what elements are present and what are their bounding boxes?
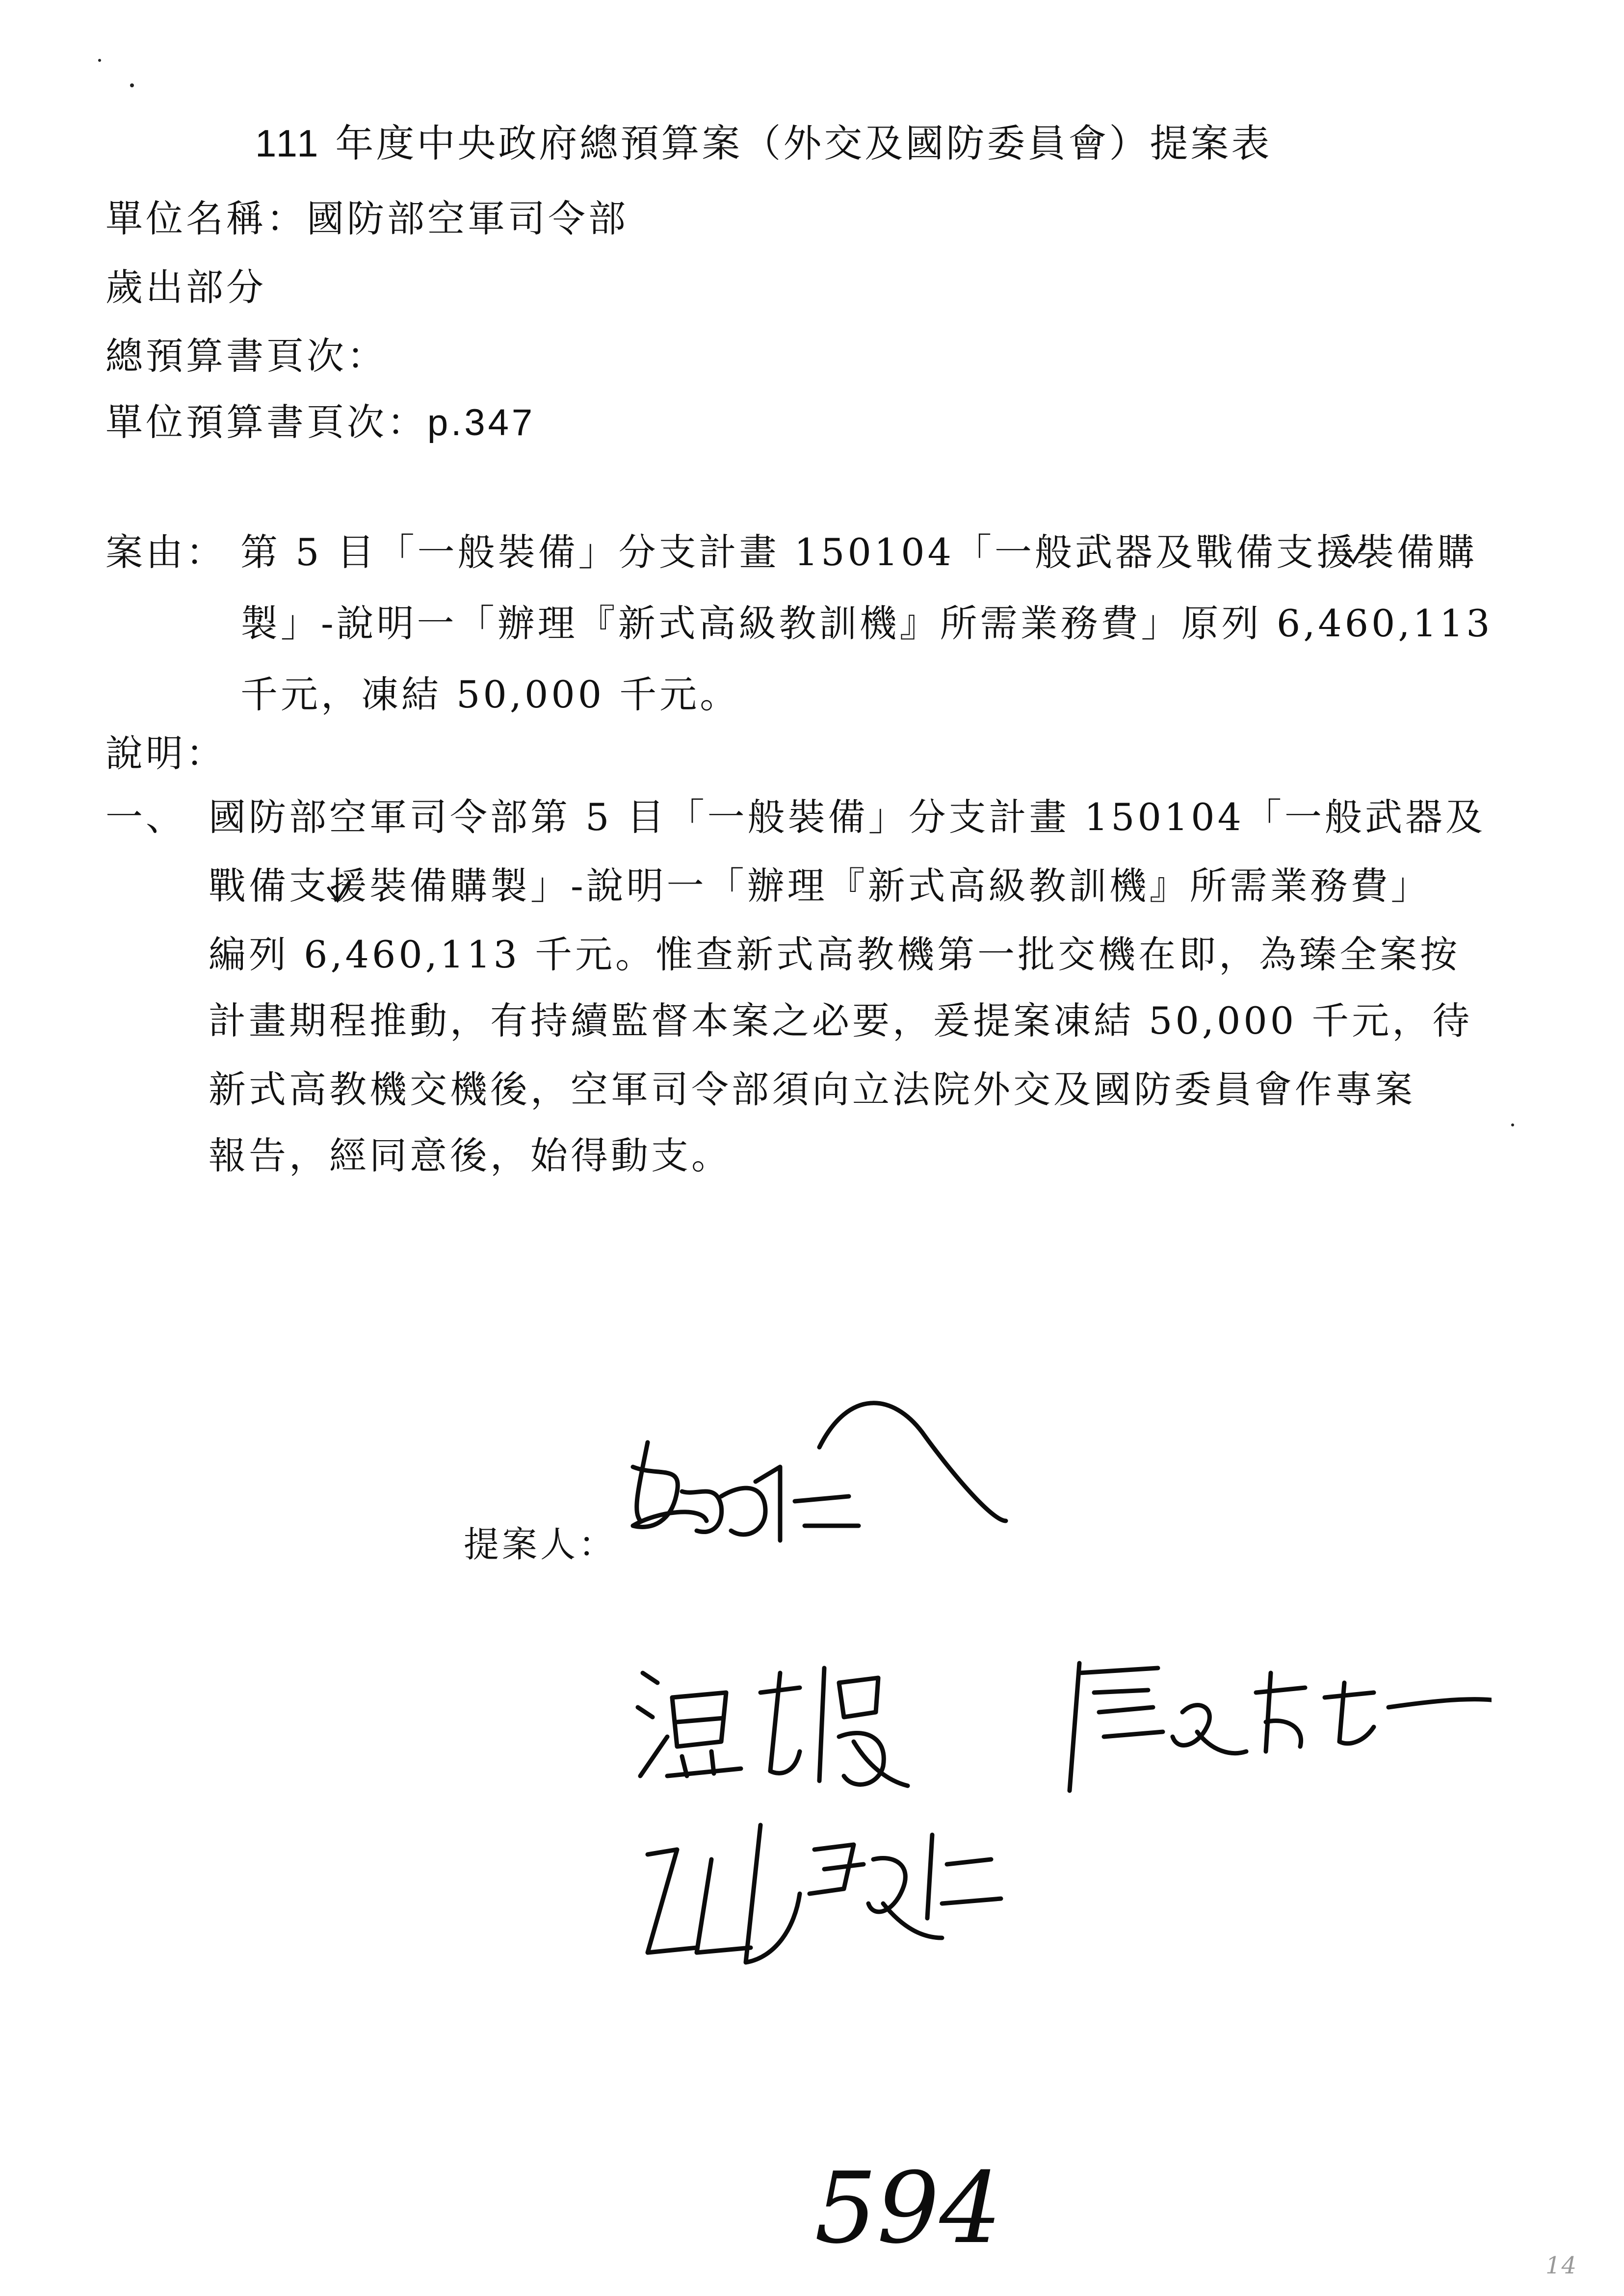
item-line-2: 戰備支援裝備購製」-說明一「辦理『新式高級教訓機』所需業務費」 xyxy=(209,864,1431,908)
signature-1 xyxy=(618,1364,1035,1619)
explain-label: 說明： xyxy=(105,731,226,775)
unit-name: 單位名稱：國防部空軍司令部 xyxy=(105,197,629,240)
scan-speck xyxy=(130,83,134,87)
scan-speck xyxy=(1511,1123,1514,1126)
item-line-4: 計畫期程推動，有持續監督本案之必要，爰提案凍結 50,000 千元，待 xyxy=(209,999,1473,1043)
case-line-1: 第 5 目「一般裝備」分支計畫 150104「一般武器及戰備支援裝備購 xyxy=(240,530,1477,574)
check-mark-item xyxy=(324,878,353,908)
title-year: 111 xyxy=(255,122,321,165)
section-label: 歲出部分 xyxy=(105,265,266,309)
document-title xyxy=(255,113,1272,168)
signature-3 xyxy=(1050,1653,1492,1800)
signature-4 xyxy=(638,1805,1030,1992)
title-text: 年度中央政府總預算案（外交及國防委員會）提案表 xyxy=(320,122,1272,166)
unit-budget-page-label: 單位預算書頁次： xyxy=(105,400,427,444)
proposer-label: 提案人： xyxy=(464,1524,617,1565)
case-line-3: 千元，凍結 50,000 千元。 xyxy=(240,673,740,716)
case-label: 案由： xyxy=(105,530,226,574)
item-label: 一、 xyxy=(105,795,186,839)
handwritten-page-number xyxy=(805,2159,1016,2267)
item-line-3: 編列 6,460,113 千元。惟查新式高教機第一批交機在即，為臻全案按 xyxy=(209,933,1461,976)
unit-budget-page xyxy=(105,392,535,446)
unit-budget-page-value: p.347 xyxy=(427,402,536,444)
corner-mark: 14 xyxy=(1545,2252,1578,2279)
item-line-5: 新式高教機交機後，空軍司令部須向立法院外交及國防委員會作專案 xyxy=(209,1068,1415,1111)
item-line-6: 報告，經同意後，始得動支。 xyxy=(209,1134,732,1177)
check-mark-case xyxy=(1339,540,1369,569)
item-line-1: 國防部空軍司令部第 5 目「一般裝備」分支計畫 150104「一般武器及 xyxy=(209,795,1486,839)
scan-speck xyxy=(98,59,101,62)
handwritten-page-number-text: 594 xyxy=(814,2159,1002,2266)
budget-page: 總預算書頁次： xyxy=(105,334,387,378)
signature-2 xyxy=(633,1653,986,1815)
case-line-2: 製」-說明一「辦理『新式高級教訓機』所需業務費」原列 6,460,113 xyxy=(240,601,1493,645)
